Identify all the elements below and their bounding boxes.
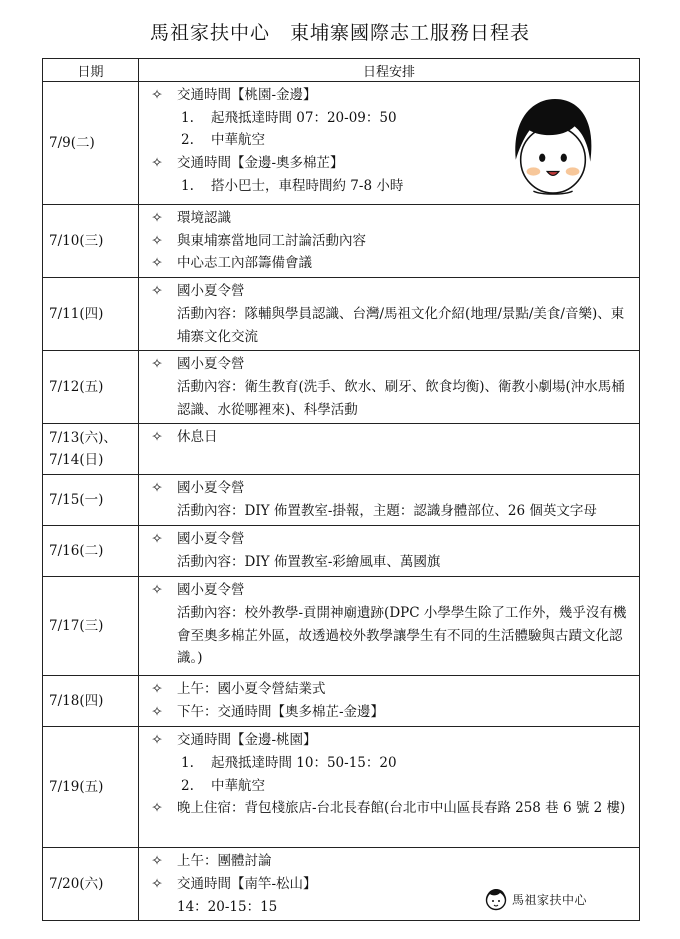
schedule-text: 上午：國小夏令營結業式 (177, 681, 326, 698)
schedule-text: 國小夏令營 (177, 531, 245, 548)
schedule-line (147, 500, 635, 523)
schedule-line (147, 353, 635, 376)
schedule-line (147, 579, 635, 602)
bullet-diamond-icon: ✧ (151, 283, 163, 300)
bullet-diamond-icon: ✧ (151, 732, 163, 749)
list-number: 1. (181, 755, 194, 772)
date-cell: 7/12(五) (43, 351, 139, 424)
schedule-text: 上午：團體討論 (177, 853, 272, 870)
schedule-cell (139, 351, 640, 424)
page-title: 馬祖家扶中心 東埔寨國際志工服務日程表 (149, 22, 530, 44)
schedule-text: 搭小巴士，車程時間約 7-8 小時 (211, 177, 404, 194)
bullet-diamond-icon: ✧ (151, 356, 163, 373)
table-row (43, 727, 640, 848)
schedule-line (147, 850, 635, 873)
schedule-text: 活動內容：隊輔與學員認識、台灣/馬祖文化介紹(地理/景點/美食/音樂)、東埔寨文化交流 (177, 305, 625, 345)
date-cell: 7/18(四) (43, 676, 139, 727)
table-row (43, 351, 640, 424)
footer-logo-text: 馬祖家扶中心 (512, 892, 588, 907)
schedule-text: 起飛抵達時間 07：20-09：50 (211, 109, 397, 126)
list-number: 1. (181, 177, 194, 194)
header-date: 日期 (43, 59, 139, 82)
schedule-cell (139, 577, 640, 676)
date-cell: 7/15(一) (43, 475, 139, 526)
schedule-line (147, 207, 635, 230)
bullet-diamond-icon: ✧ (151, 876, 163, 893)
date-cell: 7/16(二) (43, 526, 139, 577)
schedule-text: 國小夏令營 (177, 582, 245, 599)
bullet-diamond-icon: ✧ (151, 210, 163, 226)
table-row (43, 424, 640, 475)
schedule-text: 下午：交通時間【奧多棉芷-金邊】 (177, 704, 385, 721)
schedule-text: 交通時間【南竿-松山】 (177, 876, 317, 893)
schedule-line (147, 775, 635, 798)
schedule-line (147, 252, 635, 275)
schedule-text: 起飛抵達時間 10：50-15：20 (211, 755, 397, 772)
date-cell: 7/10(三) (43, 205, 139, 278)
bullet-diamond-icon: ✧ (151, 681, 163, 698)
footer-logo (484, 887, 587, 911)
header-schedule: 日程安排 (139, 59, 640, 82)
date-cell: 7/20(六) (43, 848, 139, 921)
schedule-text: 交通時間【金邊-奧多棉芷】 (177, 155, 344, 172)
schedule-text: 活動內容：衛生教育(洗手、飲水、刷牙、飲食均衡)、衛教小劇場(沖水馬桶認識、水從哪裡來)、科學活動 (177, 378, 625, 418)
schedule-cell (139, 424, 640, 475)
schedule-cell (139, 727, 640, 848)
schedule-text: 交通時間【金邊-桃園】 (177, 732, 317, 749)
list-number: 2. (181, 777, 194, 794)
bullet-diamond-icon: ✧ (151, 531, 163, 548)
schedule-cell (139, 676, 640, 727)
table-row (43, 577, 640, 676)
cartoon-child-face-illustration (504, 92, 602, 202)
schedule-line (147, 602, 635, 670)
schedule-line (147, 230, 635, 253)
schedule-line (147, 678, 635, 701)
bullet-diamond-icon: ✧ (151, 255, 163, 272)
schedule-line (147, 701, 635, 724)
schedule-line (147, 528, 635, 551)
schedule-text: 活動內容：DIY 佈置教室-彩繪風車、萬國旗 (177, 554, 441, 571)
schedule-text: 休息日 (177, 429, 218, 446)
list-number: 2. (181, 132, 194, 149)
schedule-line (147, 729, 635, 752)
schedule-cell (139, 475, 640, 526)
bullet-diamond-icon: ✧ (151, 853, 163, 870)
table-row (43, 676, 640, 727)
schedule-line (147, 752, 635, 775)
schedule-line (147, 477, 635, 500)
bullet-diamond-icon: ✧ (151, 582, 163, 599)
schedule-text: 國小夏令營 (177, 356, 245, 373)
schedule-text: 晚上住宿：背包棧旅店-台北長春館(台北市中山區長春路 258 巷 6 號 2 樓) (177, 800, 626, 817)
schedule-text: 中華航空 (211, 777, 265, 794)
bullet-diamond-icon: ✧ (151, 429, 163, 446)
logo-face-icon (484, 887, 508, 911)
table-row (43, 475, 640, 526)
date-cell: 7/13(六)、7/14(日) (43, 424, 139, 475)
schedule-body (43, 82, 640, 921)
schedule-cell (139, 278, 640, 351)
schedule-text: 活動內容：校外教學-貢開神廟遺跡(DPC 小學學生除了工作外，幾乎沒有機會至奧多棉芷外區，故透過校外教學讓學生有不同的生活體驗與古蹟文化認識。) (177, 605, 627, 667)
schedule-cell (139, 526, 640, 577)
table-row (43, 278, 640, 351)
date-cell: 7/9(二) (43, 82, 139, 205)
schedule-text: 交通時間【桃園-金邊】 (177, 87, 317, 103)
date-cell: 7/11(四) (43, 278, 139, 351)
bullet-diamond-icon: ✧ (151, 704, 163, 721)
bullet-diamond-icon: ✧ (151, 480, 163, 497)
bullet-diamond-icon: ✧ (151, 155, 163, 172)
schedule-text: 環境認識 (177, 210, 231, 226)
table-header-row (43, 59, 640, 82)
date-cell: 7/19(五) (43, 727, 139, 848)
bullet-diamond-icon: ✧ (151, 232, 163, 249)
schedule-text: 國小夏令營 (177, 480, 245, 497)
schedule-line (147, 303, 635, 348)
schedule-text: 活動內容：DIY 佈置教室-掛報，主題：認識身體部位、26 個英文字母 (177, 503, 597, 520)
schedule-cell (139, 205, 640, 278)
schedule-text: 中華航空 (211, 132, 265, 149)
schedule-text: 與東埔寨當地同工討論活動內容 (177, 232, 366, 249)
date-cell: 7/17(三) (43, 577, 139, 676)
list-number: 1. (181, 109, 194, 126)
schedule-line (147, 797, 635, 820)
bullet-diamond-icon: ✧ (151, 87, 163, 103)
table-row (43, 526, 640, 577)
schedule-line (147, 280, 635, 303)
schedule-text: 中心志工內部籌備會議 (177, 255, 312, 272)
schedule-text: 14：20-15：15 (177, 898, 278, 915)
schedule-text: 國小夏令營 (177, 283, 245, 300)
table-row (43, 205, 640, 278)
schedule-line (147, 426, 635, 449)
bullet-diamond-icon: ✧ (151, 800, 163, 817)
schedule-line (147, 376, 635, 421)
schedule-line (147, 551, 635, 574)
